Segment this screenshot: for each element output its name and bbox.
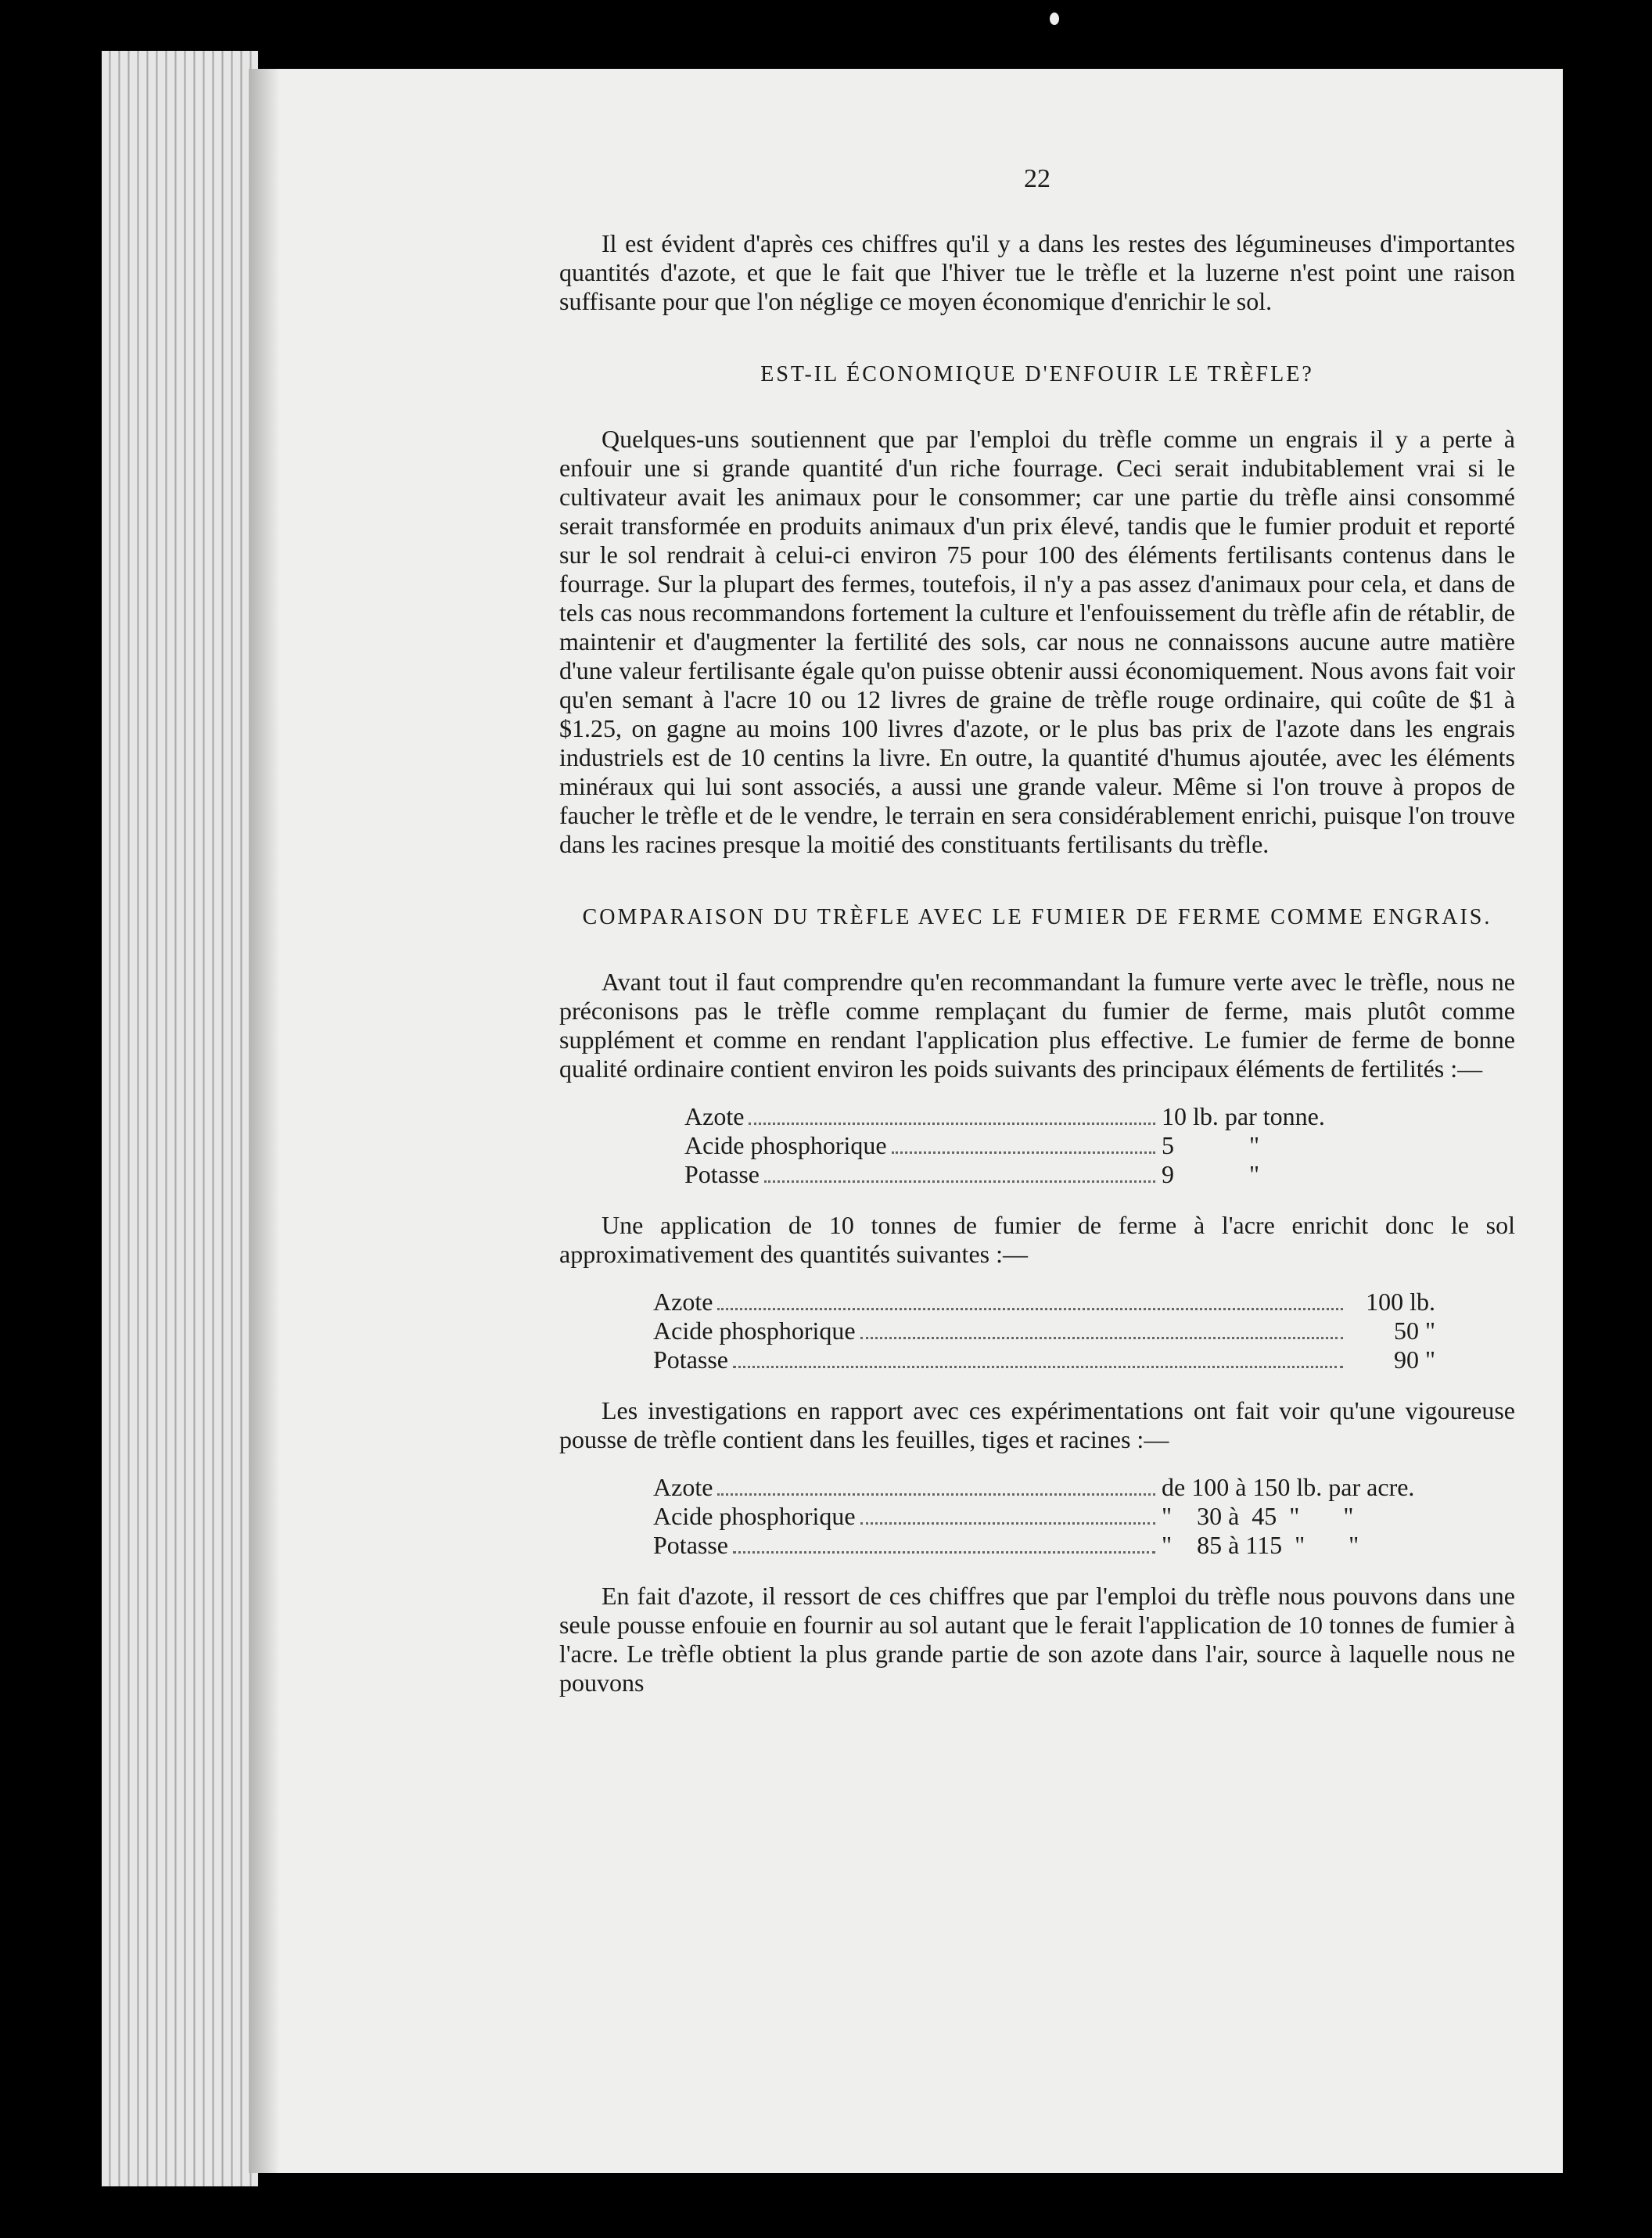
table-row xyxy=(684,1102,1388,1131)
dot-leader xyxy=(764,1180,1155,1183)
paragraph-4: Une application de 10 tonnes de fumier de ferme à l'acre enrichit donc le sol approximativement des quantités suivantes :— xyxy=(559,1211,1515,1268)
table-row xyxy=(653,1345,1435,1374)
table-cell-name: Azote xyxy=(653,1288,713,1316)
table-row xyxy=(684,1131,1388,1160)
paragraph-3: Avant tout il faut comprendre qu'en recommandant la fumure verte avec le trèfle, nous ne préconisons pas le trèfle comme remplaçant du fumier de ferme, mais plutôt comme supplément et comme en rendant l'application plus effective. Le fumier de ferme de bonne qualité ordinaire contient environ les poids suivants des principaux éléments de fertilités :— xyxy=(559,968,1515,1083)
table-cell-value: 5 " xyxy=(1162,1131,1260,1159)
dot-leader xyxy=(717,1493,1155,1496)
table-cell-name: Azote xyxy=(684,1102,745,1130)
table-row xyxy=(653,1502,1514,1531)
table-cell-name: Acide phosphorique xyxy=(653,1317,856,1345)
table-cell-name: Acide phosphorique xyxy=(684,1131,887,1159)
table-row xyxy=(653,1317,1435,1345)
dot-leader xyxy=(860,1522,1155,1525)
table-cell-value: " 85 à 115 " " xyxy=(1162,1531,1359,1559)
dot-leader xyxy=(733,1551,1155,1554)
table-cell-name: Acide phosphorique xyxy=(653,1502,856,1530)
table-cell-name: Azote xyxy=(653,1473,713,1501)
dot-leader xyxy=(733,1366,1343,1368)
table-cell-name: Potasse xyxy=(653,1531,728,1559)
book-page-edges xyxy=(102,51,258,2186)
table-cell-value: 90 " xyxy=(1393,1345,1435,1374)
table-row xyxy=(653,1531,1514,1560)
paragraph-1: Il est évident d'après ces chiffres qu'il y a dans les restes des légumineuses d'importantes quantités d'azote, et que le fait que l'hiver tue le trèfle et la luzerne n'est point une raison suffisante pour que l'on néglige ce moyen économique d'enrichir le sol. xyxy=(559,229,1515,315)
paragraph-6: En fait d'azote, il ressort de ces chiffres que par l'emploi du trèfle nous pouvons dans une seule pousse enfouie en fournir au sol autant que le ferait l'application de 10 tonnes de fumier à l'acre. Le trèfle obtient la plus grande partie de son azote dans l'air, source à laquelle nous ne pouvons xyxy=(559,1582,1515,1697)
section-heading-economique: EST-IL ÉCONOMIQUE D'ENFOUIR LE TRÈFLE? xyxy=(760,362,1314,386)
table-row xyxy=(684,1160,1388,1189)
table-row xyxy=(653,1288,1435,1317)
table-cell-value: 100 lb. xyxy=(1366,1288,1435,1316)
table-cell-value: 10 lb. par tonne. xyxy=(1162,1102,1325,1130)
table-cell-value: " 30 à 45 " " xyxy=(1162,1502,1354,1530)
table-fumier-par-tonne xyxy=(684,1102,1388,1189)
table-trefle-par-acre xyxy=(653,1473,1514,1560)
table-cell-name: Potasse xyxy=(653,1345,728,1374)
film-mark xyxy=(1050,13,1059,25)
table-cell-value: de 100 à 150 lb. par acre. xyxy=(1162,1473,1415,1501)
page-number: 22 xyxy=(1024,164,1050,193)
table-dix-tonnes xyxy=(653,1288,1435,1374)
dot-leader xyxy=(717,1308,1343,1310)
paragraph-2: Quelques-uns soutiennent que par l'emploi du trèfle comme un engrais il y a perte à enfouir une si grande quantité d'un riche fourrage. Ceci serait indubitablement vrai si le cultivateur avait les animaux pour le consommer; car une partie du trèfle ainsi consommé serait transformée en produits animaux d'un prix élevé, tandis que le fumier produit et reporté sur le sol rendrait à celui-ci environ 75 pour 100 des éléments fertilisants contenus dans le fourrage. Sur la plupart des fermes, toutefois, il n'y a pas assez d'animaux pour cela, et dans de tels cas nous recommandons fortement la culture et l'enfouissement du trèfle afin de rétablir, de maintenir et d'augmenter la fertilité des sols, car nous ne connaissons aucune autre matière d'une valeur fertilisante égale qu'on puisse obtenir aussi économiquement. Nous avons fait voir qu'en semant à l'acre 10 ou 12 livres de graine de trèfle rouge ordinaire, qui coûte de $1 à $1.25, on gagne au moins 100 livres d'azote, or le plus bas prix de l'azote dans les engrais industriels est de 10 centins la livre. En outre, la quantité d'humus ajoutée, avec les éléments minéraux qui lui sont associés, a aussi une grande valeur. Même si l'on trouve à propos de faucher le trèfle et de le vendre, le terrain en sera considérablement enrichi, puisque l'on trouve dans les racines presque la moitié des constituants fertilisants du trèfle. xyxy=(559,425,1515,858)
table-cell-value: 50 " xyxy=(1393,1317,1435,1345)
page-content xyxy=(559,164,1515,1716)
dot-leader xyxy=(749,1123,1155,1125)
dot-leader xyxy=(860,1337,1343,1339)
spine-shadow xyxy=(249,69,280,2173)
table-cell-value: 9 " xyxy=(1162,1160,1260,1188)
table-cell-name: Potasse xyxy=(684,1160,760,1188)
paragraph-5: Les investigations en rapport avec ces expérimentations ont fait voir qu'une vigoureuse pousse de trèfle contient dans les feuilles, tiges et racines :— xyxy=(559,1396,1515,1453)
dot-leader xyxy=(892,1151,1155,1154)
section-heading-comparaison: COMPARAISON DU TRÈFLE AVEC LE FUMIER DE FERME COMME ENGRAIS. xyxy=(582,905,1492,929)
table-row xyxy=(653,1473,1514,1502)
